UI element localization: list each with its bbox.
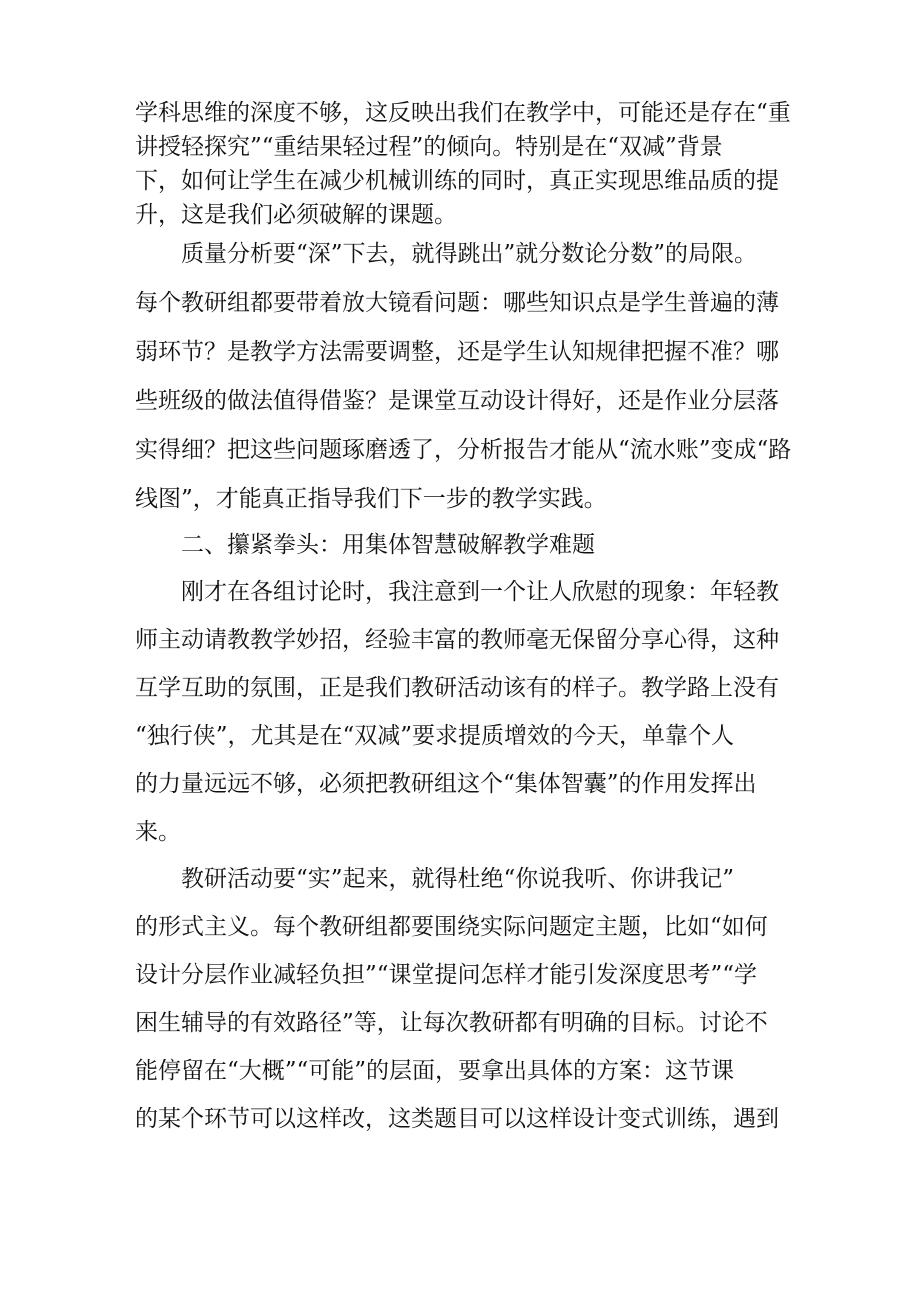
text-line: 质量分析要“深”下去，就得跳出”就分数论分数”的局限。 — [135, 241, 758, 267]
text-line: 升，这是我们必须破解的课题。 — [135, 202, 457, 228]
text-line: 些班级的做法值得借鉴？是课堂互动设计得好，还是作业分层落 — [135, 388, 779, 414]
text-line: 线图”，才能真正指导我们下一步的教学实践。 — [135, 486, 607, 512]
text-line: 的形式主义。每个教研组都要围绕实际问题定主题，比如“如何 — [135, 914, 768, 940]
text-line: 师主动请教教学妙招，经验丰富的教师毫无保留分享心得，这种 — [135, 627, 779, 653]
text-line: “独行侠”，尤其是在“双减”要求提质增效的今天，单靠个人 — [135, 723, 735, 749]
text-line: 互学互助的氛围，正是我们教研活动该有的样子。教学路上没有 — [135, 675, 779, 701]
text-line: 学科思维的深度不够，这反映出我们在教学中，可能还是存在“重 — [135, 100, 791, 126]
text-line: 每个教研组都要带着放大镜看问题：哪些知识点是学生普遍的薄 — [135, 290, 779, 316]
text-line: 弱环节？是教学方法需要调整，还是学生认知规律把握不准？哪 — [135, 339, 779, 365]
paragraph-2 — [135, 230, 795, 524]
text-line: 的某个环节可以这样改，这类题目可以这样设计变式训练，遇到 — [135, 1106, 779, 1132]
text-line: 实得细？把这些问题琢磨透了，分析报告才能从“流水账”变成“路 — [135, 437, 792, 463]
paragraph-3 — [135, 568, 795, 856]
paragraph-1 — [135, 96, 795, 232]
text-line: 下，如何让学生在减少机械训练的同时，真正实现思维品质的提 — [135, 168, 779, 194]
text-line: 讲授轻探究”“重结果轻过程”的倾向。特别是在“双减”背景 — [135, 134, 723, 160]
text-line: 能停留在“大概”“可能”的层面，要拿出具体的方案：这节课 — [135, 1058, 735, 1084]
text-line: 困生辅导的有效路径”等，让每次教研都有明确的目标。讨论不 — [135, 1010, 768, 1036]
paragraph-4 — [135, 855, 795, 1143]
text-line: 来。 — [135, 819, 181, 845]
text-line: 设计分层作业减轻负担”“课堂提问怎样才能引发深度思考”“学 — [135, 962, 758, 988]
heading-text: 二、攥紧拳头：用集体智慧破解教学难题 — [135, 532, 595, 558]
section-heading — [135, 525, 795, 565]
text-line: 教研活动要“实”起来，就得杜绝“你说我听、你讲我记” — [135, 866, 735, 892]
text-line: 的力量远远不够，必须把教研组这个“集体智囊”的作用发挥出 — [135, 771, 757, 797]
text-line: 刚才在各组讨论时，我注意到一个让人欣慰的现象：年轻教 — [135, 579, 779, 605]
